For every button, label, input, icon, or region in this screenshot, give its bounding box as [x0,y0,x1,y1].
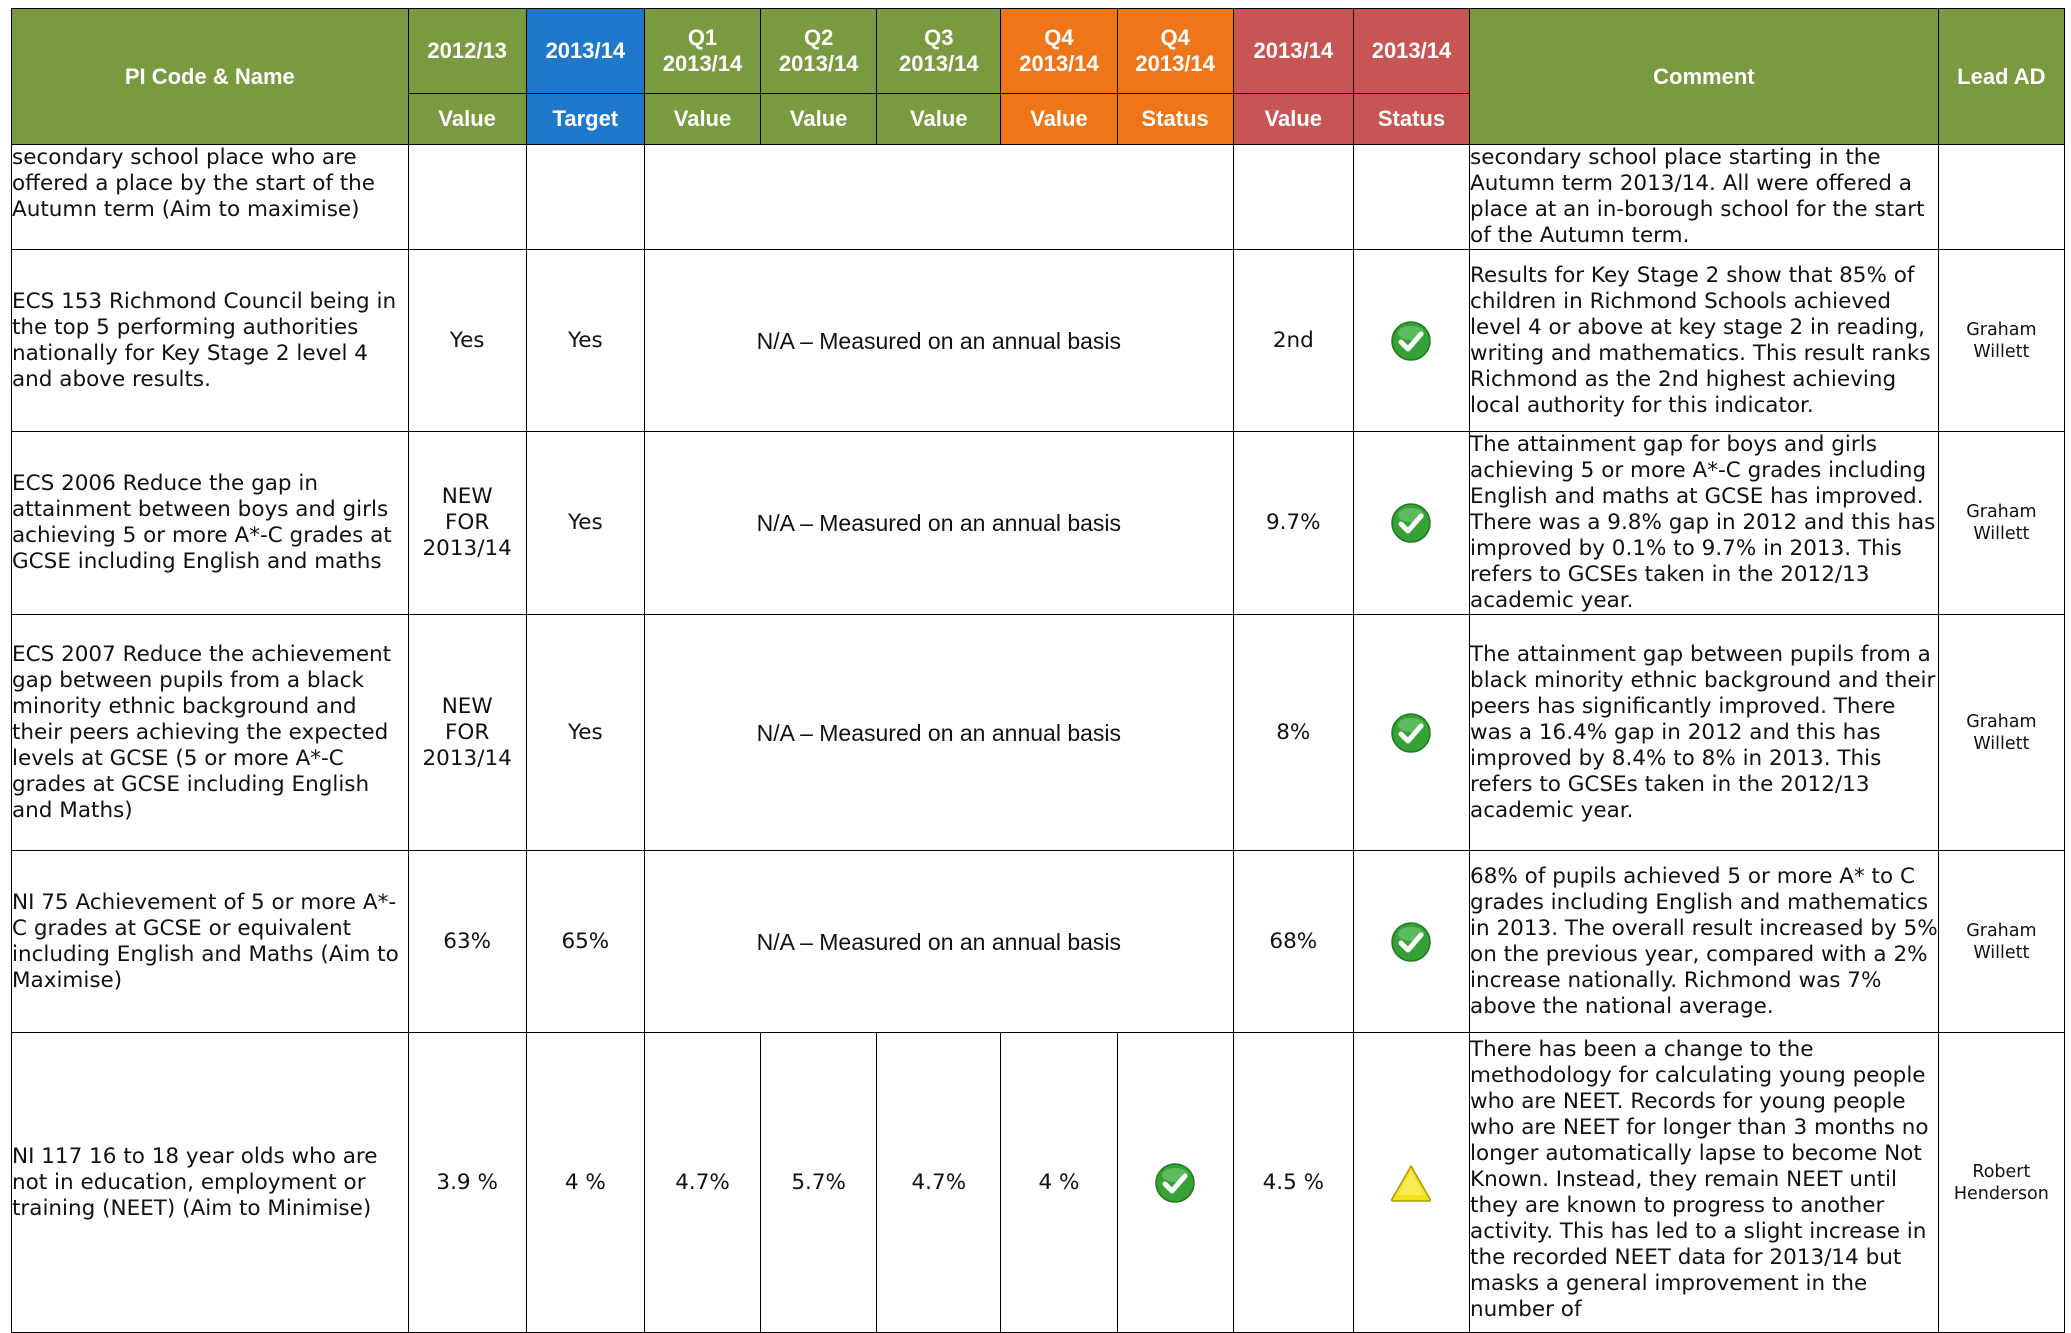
table-row [12,432,2065,615]
year-status-cell [1353,432,1469,615]
subheader-status: Status [1117,94,1233,145]
year-status-cell [1353,615,1469,851]
quarters-cell [644,145,1233,250]
lead-ad-cell: Robert Henderson [1938,1033,2064,1333]
pi-name-cell: secondary school place who are offered a place by the start of the Autumn term (Aim to maximise) [12,145,409,250]
subheader-target: Target [526,94,644,145]
header-q1: Q1 2013/14 [644,9,760,94]
lead-ad-cell: Graham Willett [1938,615,2064,851]
table-row [12,250,2065,432]
q3-value-cell: 4.7% [877,1033,1001,1333]
prev-value-cell [408,145,526,250]
check-icon [1390,502,1432,544]
header-q3: Q3 2013/14 [877,9,1001,94]
performance-indicator-table [11,8,2065,1333]
table-row [12,851,2065,1033]
header-q4-status: Q4 2013/14 [1117,9,1233,94]
header-q4-value: Q4 2013/14 [1001,9,1117,94]
pi-name-cell: ECS 2007 Reduce the achievement gap between pupils from a black minority ethnic background and their peers achieving the expected levels at GCSE (5 or more A*-C grades at GCSE including English and Maths) [12,615,409,851]
comment-cell: 68% of pupils achieved 5 or more A* to C grades including English and mathematics in 2013. The overall result increased by 5% on the previous year, compared with a 2% increase nationally. Richmond was 7% above the national average. [1470,851,1939,1033]
q4-value-cell: 4 % [1001,1033,1117,1333]
prev-value-cell: 3.9 % [408,1033,526,1333]
target-cell: Yes [526,432,644,615]
q4-status-cell [1117,1033,1233,1333]
comment-cell: secondary school place starting in the Autumn term 2013/14. All were offered a place at an in-borough school for the start of the Autumn term. [1470,145,1939,250]
pi-name-cell: NI 117 16 to 18 year olds who are not in education, employment or training (NEET) (Aim to Minimise) [12,1033,409,1333]
header-2012-13: 2012/13 [408,9,526,94]
subheader-value: Value [877,94,1001,145]
table-row [12,615,2065,851]
target-cell: 65% [526,851,644,1033]
year-value-cell: 4.5 % [1233,1033,1353,1333]
subheader-value: Value [408,94,526,145]
year-value-cell: 9.7% [1233,432,1353,615]
year-value-cell: 8% [1233,615,1353,851]
check-icon [1390,712,1432,754]
year-value-cell: 2nd [1233,250,1353,432]
year-status-cell [1353,250,1469,432]
header-2013-14-value: 2013/14 [1233,9,1353,94]
lead-ad-cell: Graham Willett [1938,851,2064,1033]
header-comment: Comment [1470,9,1939,145]
lead-ad-cell: Graham Willett [1938,250,2064,432]
prev-value-cell: Yes [408,250,526,432]
quarters-note-cell: N/A – Measured on an annual basis [644,615,1233,851]
header-q2: Q2 2013/14 [761,9,877,94]
q1-value-cell: 4.7% [644,1033,760,1333]
target-cell: Yes [526,250,644,432]
comment-cell: The attainment gap for boys and girls achieving 5 or more A*-C grades including English and maths at GCSE has improved. There was a 9.8% gap in 2012 and this has improved by 0.1% to 9.7% in 2013. This refers to GCSEs taken in the 2012/13 academic year. [1470,432,1939,615]
subheader-value: Value [761,94,877,145]
check-icon [1154,1162,1196,1204]
header-pi-code-name: PI Code & Name [12,9,409,145]
lead-ad-cell [1938,145,2064,250]
check-icon [1390,921,1432,963]
year-status-cell [1353,1033,1469,1333]
pi-name-cell: ECS 2006 Reduce the gap in attainment between boys and girls achieving 5 or more A*-C grades at GCSE including English and maths [12,432,409,615]
prev-value-cell: 63% [408,851,526,1033]
header-lead-ad: Lead AD [1938,9,2064,145]
lead-ad-cell: Graham Willett [1938,432,2064,615]
target-cell: 4 % [526,1033,644,1333]
comment-cell: Results for Key Stage 2 show that 85% of children in Richmond Schools achieved level 4 or above at key stage 2 in reading, writing and mathematics. This result ranks Richmond as the 2nd highest achieving local authority for this indicator. [1470,250,1939,432]
subheader-value: Value [644,94,760,145]
prev-value-cell: NEW FOR 2013/14 [408,615,526,851]
year-value-cell: 68% [1233,851,1353,1033]
quarters-note-cell: N/A – Measured on an annual basis [644,851,1233,1033]
header-2013-14-status: 2013/14 [1353,9,1469,94]
year-status-cell [1353,145,1469,250]
comment-cell: There has been a change to the methodology for calculating young people who are NEET. Records for young people who are NEET for longer than 3 months no longer automatically lapse to become Not Known. Instead, they remain NEET until they are known to progress to another activity. This has led to a slight increase in the recorded NEET data for 2013/14 but masks a general improvement in the number of [1470,1033,1939,1333]
subheader-status: Status [1353,94,1469,145]
warning-triangle-icon [1389,1163,1433,1203]
check-icon [1390,320,1432,362]
pi-name-cell: ECS 153 Richmond Council being in the top 5 performing authorities nationally for Key Stage 2 level 4 and above results. [12,250,409,432]
pi-name-cell: NI 75 Achievement of 5 or more A*- C grades at GCSE or equivalent including English and Maths (Aim to Maximise) [12,851,409,1033]
target-cell: Yes [526,615,644,851]
table-row [12,145,2065,250]
quarters-note-cell: N/A – Measured on an annual basis [644,250,1233,432]
subheader-value: Value [1233,94,1353,145]
table-row [12,1033,2065,1333]
target-cell [526,145,644,250]
year-value-cell [1233,145,1353,250]
header-2013-14-target-year: 2013/14 [526,9,644,94]
subheader-value: Value [1001,94,1117,145]
q2-value-cell: 5.7% [761,1033,877,1333]
prev-value-cell: NEW FOR 2013/14 [408,432,526,615]
quarters-note-cell: N/A – Measured on an annual basis [644,432,1233,615]
year-status-cell [1353,851,1469,1033]
comment-cell: The attainment gap between pupils from a black minority ethnic background and their peers has significantly improved. There was a 16.4% gap in 2012 and this has improved by 8.4% to 8% in 2013. This refers to GCSEs taken in the 2012/13 academic year. [1470,615,1939,851]
